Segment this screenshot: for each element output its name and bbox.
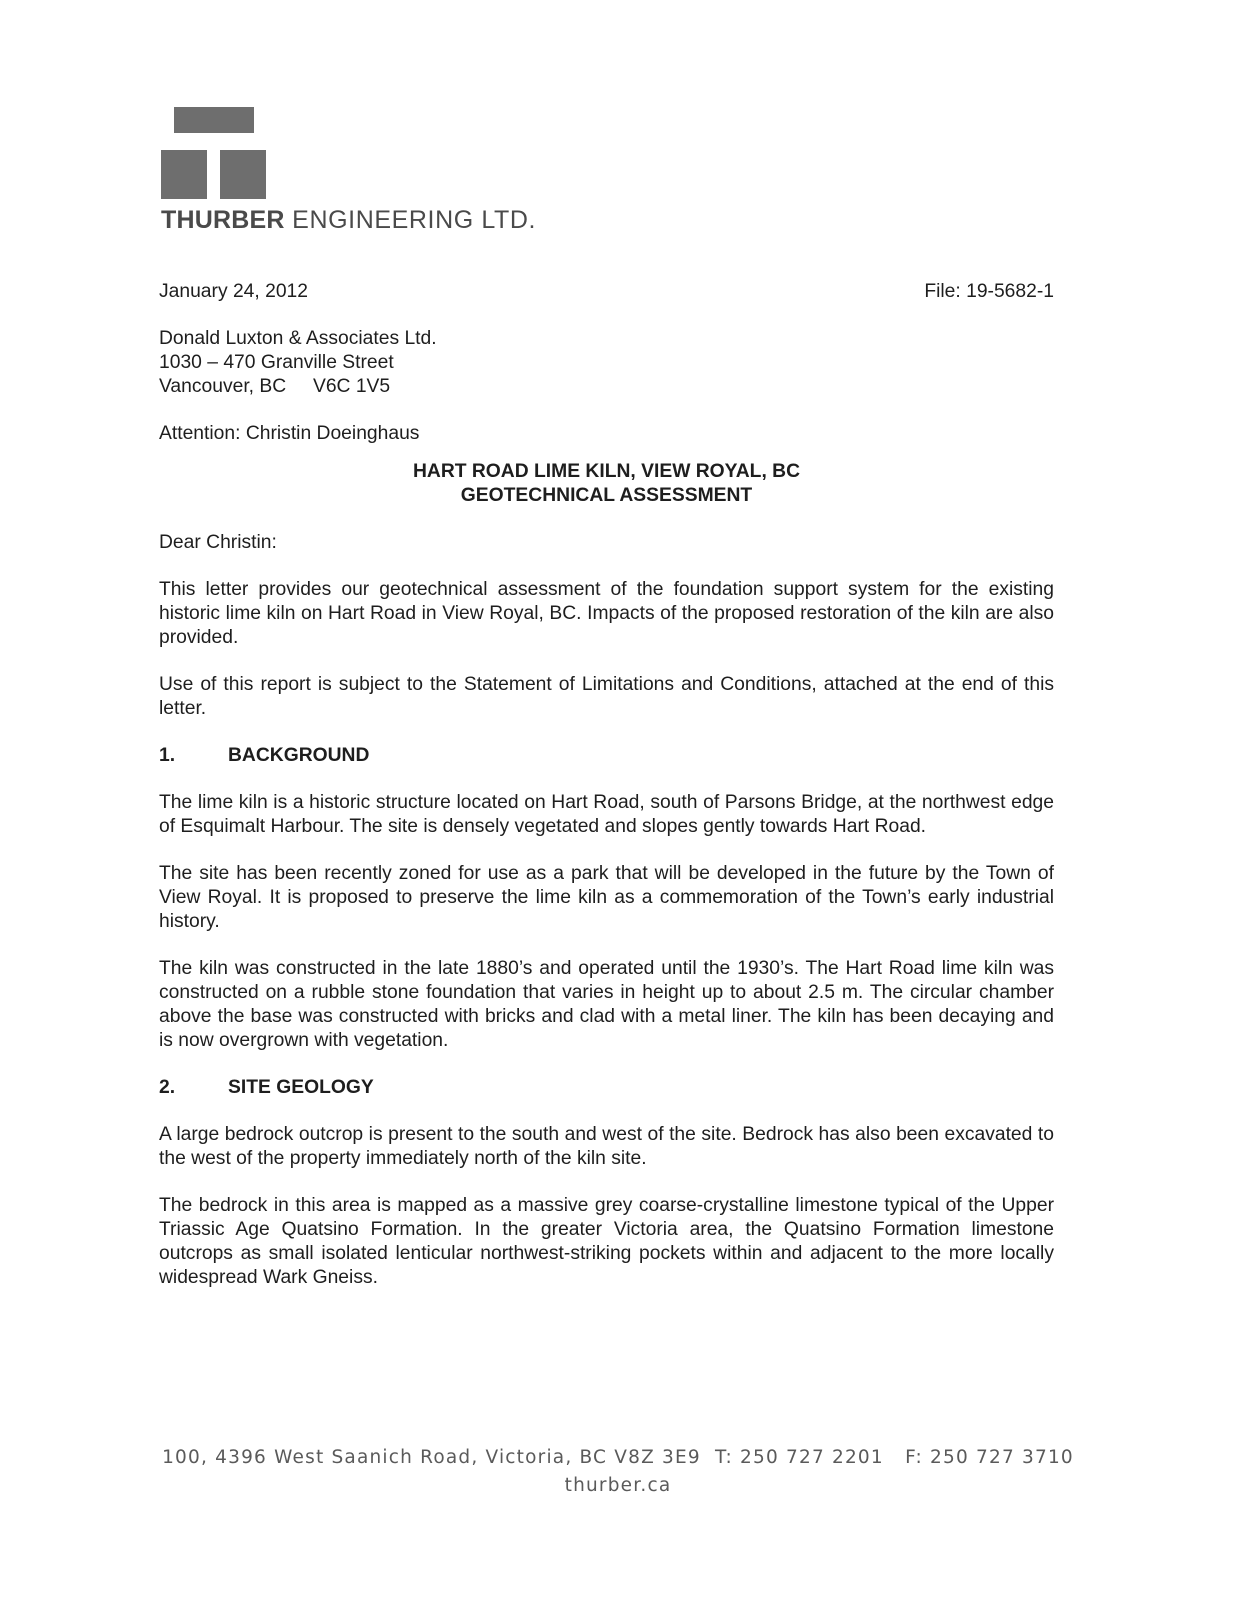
section-heading xyxy=(159,744,1054,768)
section-paragraph: The lime kiln is a historic structure located on Hart Road, south of Parsons Bridge, at the northwest edge of Esquimalt Harbour. The site is densely vegetated and slopes gently towards Hart Road. xyxy=(159,792,1054,837)
letter-body xyxy=(159,280,1054,1290)
page-footer xyxy=(0,1444,1236,1500)
section-paragraph: The site has been recently zoned for use as a park that will be developed in the future by the Town of View Royal. It is proposed to preserve the lime kiln as a commemoration of the Town’s early industrial history. xyxy=(159,863,1054,932)
section-title: SITE GEOLOGY xyxy=(228,1077,374,1098)
subject-heading xyxy=(159,460,1054,508)
company-name-brand: THURBER xyxy=(161,206,285,234)
address-line: Vancouver, BC V6C 1V5 xyxy=(159,376,391,397)
address-line: 1030 – 470 Granville Street xyxy=(159,352,394,373)
section-title: BACKGROUND xyxy=(228,745,370,766)
logo-bar-top xyxy=(174,107,254,133)
attention-line: Attention: Christin Doeinghaus xyxy=(159,423,420,444)
company-logo xyxy=(161,107,537,237)
letter-date: January 24, 2012 xyxy=(159,281,309,302)
company-name xyxy=(161,206,536,235)
section-paragraph: The bedrock in this area is mapped as a massive grey coarse-crystalline limestone typical of the Upper Triassic Age Quatsino Formation. In the greater Victoria area, the Quatsino Formation limestone outcrops as small isolated lenticular northwest-striking pockets within and adjacent to the more locally widespread Wark Gneiss. xyxy=(159,1195,1054,1288)
section-number: 2. xyxy=(159,1077,176,1098)
subject-line: HART ROAD LIME KILN, VIEW ROYAL, BC xyxy=(412,461,801,482)
subject-line: GEOTECHNICAL ASSESSMENT xyxy=(460,485,753,506)
section-paragraph: A large bedrock outcrop is present to the south and west of the site. Bedrock has also been excavated to the west of the property immediately north of the kiln site. xyxy=(159,1124,1054,1169)
intro-paragraph: This letter provides our geotechnical assessment of the foundation support system for the existing historic lime kiln on Hart Road in View Royal, BC. Impacts of the proposed restoration of the kiln are also provided. xyxy=(159,579,1054,648)
thurber-logo-mark xyxy=(161,107,265,199)
intro-paragraph: Use of this report is subject to the Statement of Limitations and Conditions, attached at the end of this letter. xyxy=(159,674,1054,719)
logo-bar-right xyxy=(220,150,266,199)
section-paragraph: The kiln was constructed in the late 1880’s and operated until the 1930’s. The Hart Road lime kiln was constructed on a rubble stone foundation that varies in height up to about 2.5 m. The circular chamber above the base was constructed with bricks and clad with a metal liner. The kiln has been decaying and is now overgrown with vegetation. xyxy=(159,958,1054,1051)
date-file-row xyxy=(159,280,1054,304)
address-line: Donald Luxton & Associates Ltd. xyxy=(159,328,437,349)
file-number: File: 19-5682-1 xyxy=(924,281,1054,302)
footer-address: 100, 4396 West Saanich Road, Victoria, BC V8Z 3E9 T: 250 727 2201 F: 250 727 3710 xyxy=(162,1447,1074,1468)
logo-bar-left xyxy=(161,150,207,199)
salutation: Dear Christin: xyxy=(159,532,277,553)
company-name-rest: ENGINEERING LTD. xyxy=(284,206,537,234)
recipient-address xyxy=(159,327,1054,399)
section-heading xyxy=(159,1076,1054,1100)
footer-website[interactable]: thurber.ca xyxy=(564,1475,672,1496)
section-number: 1. xyxy=(159,745,176,766)
